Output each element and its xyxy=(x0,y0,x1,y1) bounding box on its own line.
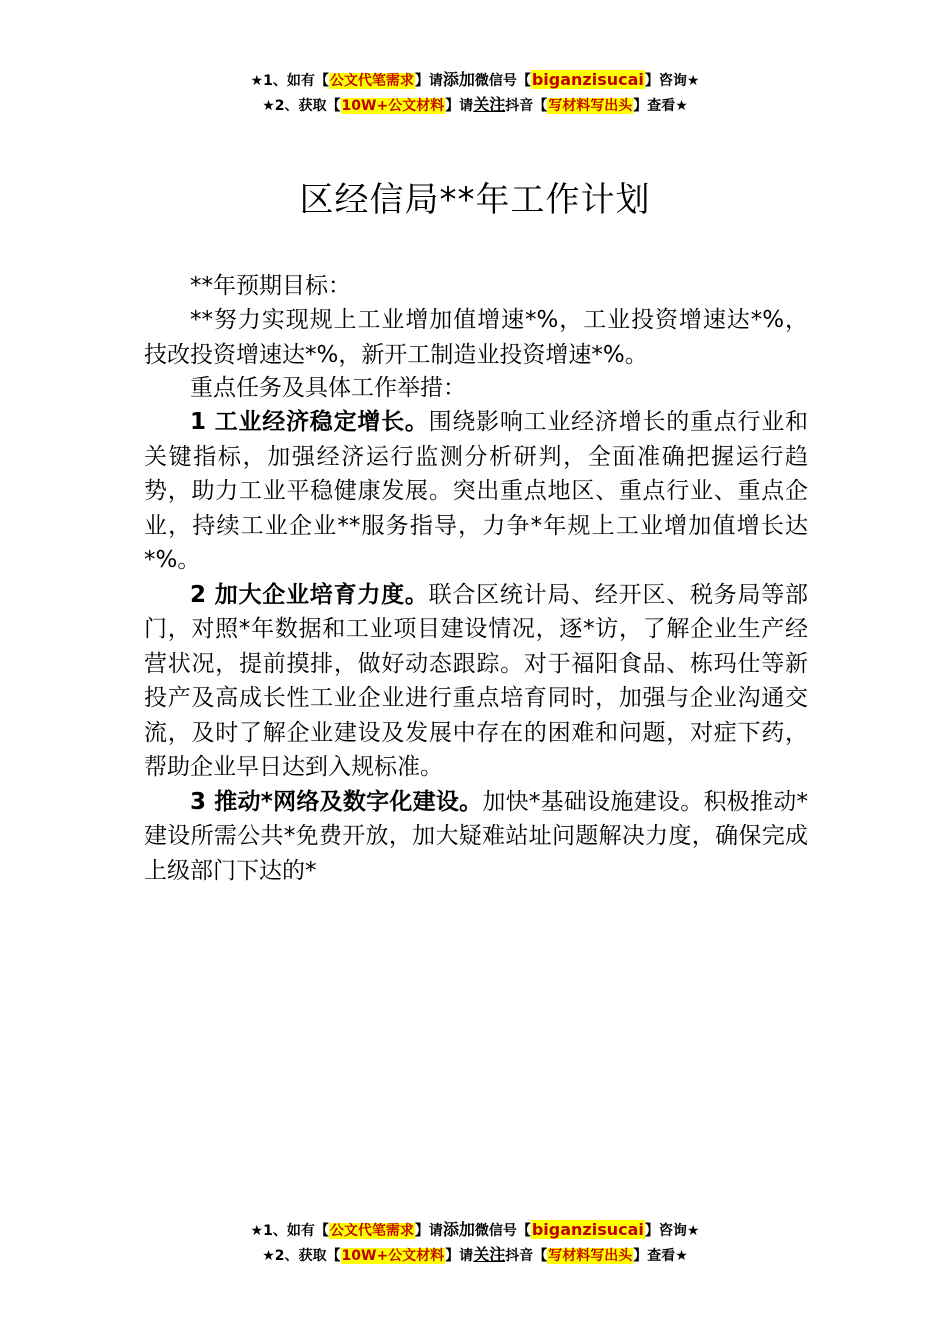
promo-line-2 xyxy=(0,1243,950,1268)
task-3-text: 加快*基础设施建设。积极推动*建设所需公共*免费开放，加大疑难站址问题解决力度，确保完成上级部门下达的* xyxy=(144,788,808,884)
promo-text: 】咨询★ xyxy=(644,1223,700,1239)
paragraph-tasks-heading: 重点任务及具体工作举措： xyxy=(190,375,466,401)
promo-line-1 xyxy=(0,1218,950,1243)
paragraph-goal-heading: **年预期目标： xyxy=(190,273,351,299)
promo-text: 】请 xyxy=(414,73,443,89)
promo-line-1 xyxy=(0,68,950,93)
promo-highlight: 公文代笔需求 xyxy=(329,73,414,89)
promo-text: 关注 xyxy=(473,95,506,114)
promo-highlight: 10W+公文材料 xyxy=(341,1248,445,1264)
promo-text: ★1、如有【 xyxy=(250,73,329,89)
promo-banner-bottom xyxy=(0,1218,950,1268)
task-2-heading: 2 加大企业培育力度。 xyxy=(190,581,429,608)
paragraph-task-2 xyxy=(144,578,808,785)
promo-text: ★2、获取【 xyxy=(262,1248,341,1264)
promo-text: 添加 xyxy=(442,1220,475,1239)
promo-text: 】查看★ xyxy=(633,98,688,114)
promo-wechat-id: biganzisucai xyxy=(531,70,644,89)
promo-text: 微信号【 xyxy=(474,1223,531,1239)
promo-line-2 xyxy=(0,93,950,118)
promo-text: 】咨询★ xyxy=(644,73,700,89)
task-1-heading: 1 工业经济稳定增长。 xyxy=(190,409,429,435)
promo-wechat-id: biganzisucai xyxy=(531,1220,644,1239)
promo-text: ★1、如有【 xyxy=(250,1223,329,1239)
promo-text: 】请 xyxy=(414,1223,443,1239)
task-2-text: 联合区统计局、经开区、税务局等部门，对照*年数据和工业项目建设情况，逐*访，了解企业生产经营状况，提前摸排，做好动态跟踪。对于福阳食品、栋玛仕等新投产及高成长性工业企业进行重点培育同时，加强与企业沟通交流，及时了解企业建设及发展中存在的困难和问题，对症下药，帮助企业早日达到入规标准。 xyxy=(144,581,809,780)
task-1-text: 围绕影响工业经济增长的重点行业和关键指标，加强经济运行监测分析研判，全面准确把握运行趋势，助力工业平稳健康发展。突出重点地区、重点行业、重点企业，持续工业企业**服务指导，力争*年规上工业增加值增长达*%。 xyxy=(144,409,809,573)
paragraph-task-3 xyxy=(144,785,808,889)
task-3-heading: 3 推动*网络及数字化建设。 xyxy=(190,788,483,815)
promo-text: 抖音【 xyxy=(505,98,548,114)
promo-highlight: 写材料写出头 xyxy=(548,98,633,114)
promo-banner-top xyxy=(0,68,950,118)
promo-text: 】查看★ xyxy=(633,1248,688,1264)
promo-text: 微信号【 xyxy=(474,73,531,89)
document-body xyxy=(144,270,808,888)
promo-text: 抖音【 xyxy=(505,1248,548,1264)
promo-text: ★2、获取【 xyxy=(262,98,341,114)
promo-text: 添加 xyxy=(442,70,475,89)
promo-highlight: 写材料写出头 xyxy=(548,1248,633,1264)
promo-highlight: 10W+公文材料 xyxy=(341,98,445,114)
promo-highlight: 公文代笔需求 xyxy=(329,1223,414,1239)
promo-text: 】请 xyxy=(445,98,474,114)
page-title: 区经信局**年工作计划 xyxy=(299,180,651,220)
promo-text: 】请 xyxy=(445,1248,474,1264)
promo-text: 关注 xyxy=(473,1245,506,1264)
paragraph-goals: **努力实现规上工业增加值增速*%，工业投资增速达*%，技改投资增速达*%，新开工制造业投资增速*%。 xyxy=(144,307,808,368)
paragraph-task-1 xyxy=(144,405,808,578)
